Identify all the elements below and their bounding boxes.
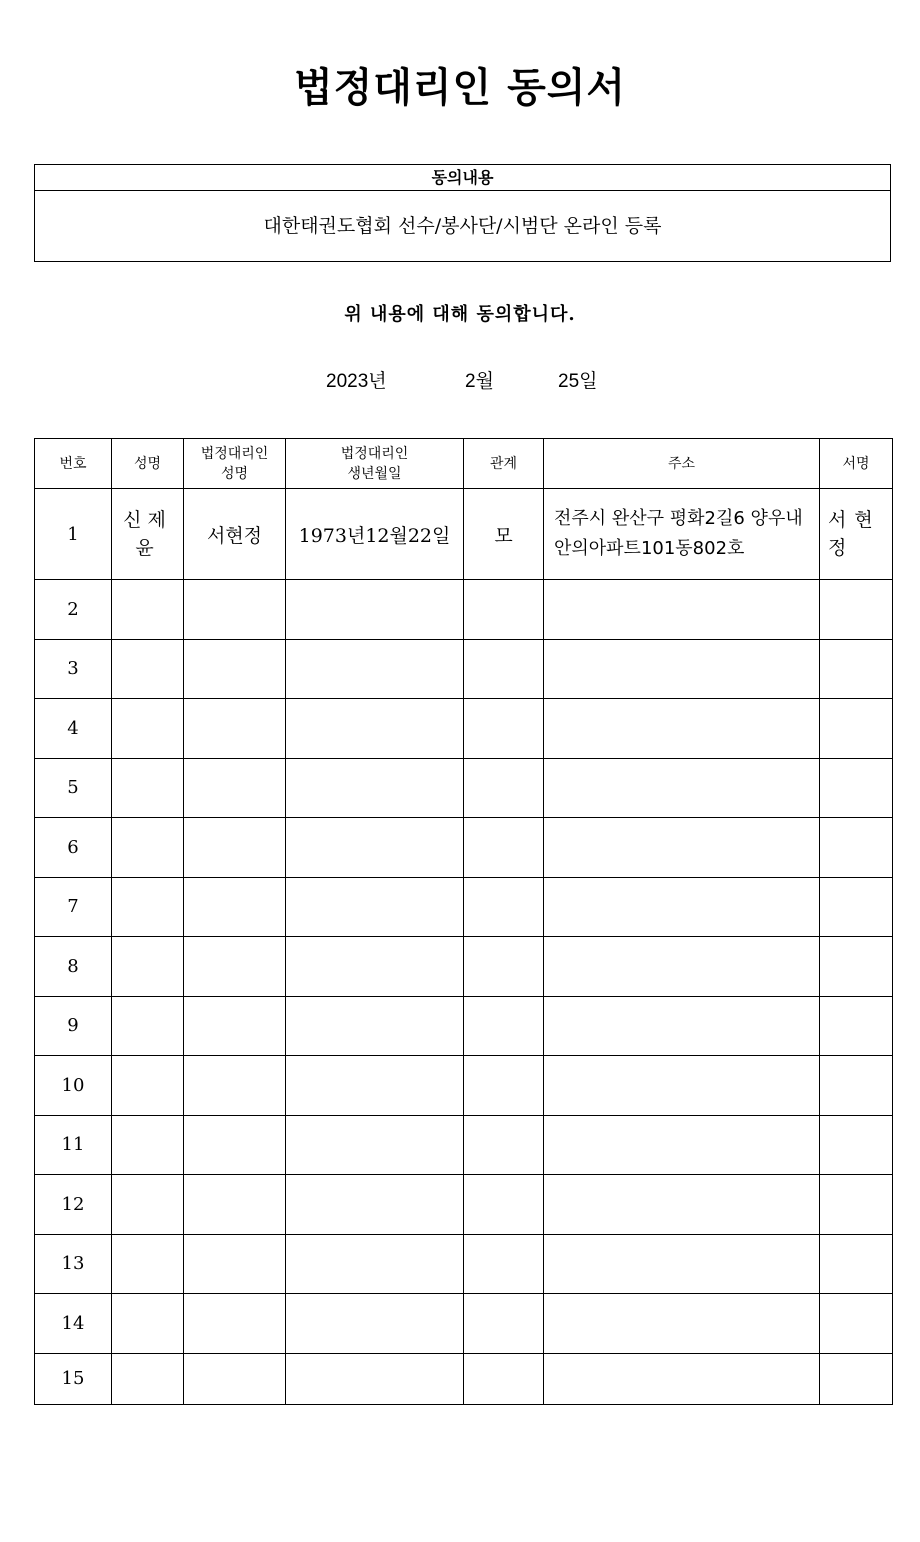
registration-table — [34, 438, 893, 1405]
cell-signature — [820, 937, 893, 997]
cell-name — [112, 699, 184, 759]
cell-signature — [820, 877, 893, 937]
cell-number: 12 — [35, 1175, 112, 1235]
cell-number: 11 — [35, 1115, 112, 1175]
document-title: 법정대리인 동의서 — [293, 65, 627, 111]
table-row — [35, 1353, 893, 1404]
cell-guardian-birth — [286, 699, 464, 759]
cell-number: 8 — [35, 937, 112, 997]
cell-relation: 모 — [464, 489, 544, 580]
cell-guardian-birth — [286, 1353, 464, 1404]
cell-guardian-birth — [286, 580, 464, 640]
cell-relation — [464, 699, 544, 759]
table-row — [35, 1056, 893, 1116]
cell-relation — [464, 1353, 544, 1404]
cell-name — [112, 1234, 184, 1294]
cell-address: 전주시 완산구 평화2길6 양우내안의아파트101동802호 — [544, 489, 820, 580]
cell-guardian-name — [184, 1115, 286, 1175]
cell-number: 5 — [35, 758, 112, 818]
cell-address — [544, 1294, 820, 1354]
cell-address — [544, 1056, 820, 1116]
cell-relation — [464, 877, 544, 937]
cell-name: 신제윤 — [112, 489, 184, 580]
cell-signature — [820, 639, 893, 699]
cell-number: 15 — [35, 1353, 112, 1404]
table-row — [35, 489, 893, 580]
cell-name — [112, 1294, 184, 1354]
table-row — [35, 1294, 893, 1354]
cell-signature — [820, 1353, 893, 1404]
cell-guardian-name — [184, 937, 286, 997]
cell-guardian-birth — [286, 996, 464, 1056]
header-name: 성명 — [112, 439, 184, 489]
consent-content-box — [34, 164, 891, 262]
cell-signature — [820, 699, 893, 759]
cell-guardian-name — [184, 818, 286, 878]
cell-name — [112, 1115, 184, 1175]
cell-guardian-birth — [286, 1056, 464, 1116]
cell-guardian-name — [184, 877, 286, 937]
cell-signature — [820, 580, 893, 640]
cell-guardian-birth: 1973년12월22일 — [286, 489, 464, 580]
consent-content: 대한태권도협회 선수/봉사단/시범단 온라인 등록 — [263, 215, 662, 237]
table-row — [35, 580, 893, 640]
cell-number: 9 — [35, 996, 112, 1056]
table-row — [35, 937, 893, 997]
header-guardian-birth-line2: 생년월일 — [347, 465, 402, 482]
table-row — [35, 877, 893, 937]
cell-guardian-name — [184, 639, 286, 699]
cell-signature — [820, 758, 893, 818]
cell-signature — [820, 1175, 893, 1235]
cell-guardian-birth — [286, 877, 464, 937]
table-row — [35, 699, 893, 759]
cell-guardian-name — [184, 699, 286, 759]
cell-name — [112, 758, 184, 818]
cell-relation — [464, 937, 544, 997]
cell-relation — [464, 996, 544, 1056]
cell-guardian-birth — [286, 639, 464, 699]
table-row — [35, 758, 893, 818]
cell-address — [544, 996, 820, 1056]
cell-relation — [464, 1294, 544, 1354]
header-guardian-name-line2: 성명 — [220, 465, 249, 482]
header-guardian-name-line1: 법정대리인 — [200, 445, 269, 462]
cell-address — [544, 1175, 820, 1235]
header-relation: 관계 — [464, 439, 544, 489]
cell-address — [544, 877, 820, 937]
cell-name — [112, 580, 184, 640]
table-row — [35, 1234, 893, 1294]
date-month: 2월 — [465, 371, 494, 392]
cell-address — [544, 1353, 820, 1404]
cell-relation — [464, 1175, 544, 1235]
cell-guardian-name — [184, 1175, 286, 1235]
header-guardian-birth-line1: 법정대리인 — [340, 445, 409, 462]
cell-name — [112, 1353, 184, 1404]
table-row — [35, 996, 893, 1056]
table-row — [35, 818, 893, 878]
date-year: 2023년 — [326, 371, 387, 392]
cell-name — [112, 877, 184, 937]
table-row — [35, 1115, 893, 1175]
cell-address — [544, 1234, 820, 1294]
table-row — [35, 639, 893, 699]
cell-relation — [464, 639, 544, 699]
cell-guardian-birth — [286, 818, 464, 878]
cell-address — [544, 699, 820, 759]
cell-signature — [820, 1234, 893, 1294]
cell-name — [112, 639, 184, 699]
cell-name — [112, 1056, 184, 1116]
cell-address — [544, 937, 820, 997]
date-day: 25일 — [558, 371, 598, 392]
cell-signature — [820, 1115, 893, 1175]
cell-number: 6 — [35, 818, 112, 878]
cell-number: 3 — [35, 639, 112, 699]
cell-signature — [820, 1294, 893, 1354]
cell-guardian-name — [184, 1294, 286, 1354]
table-header-row — [35, 439, 893, 489]
cell-guardian-birth — [286, 1234, 464, 1294]
cell-guardian-name — [184, 1056, 286, 1116]
cell-guardian-name: 서현정 — [184, 489, 286, 580]
cell-guardian-name — [184, 1353, 286, 1404]
cell-number: 7 — [35, 877, 112, 937]
cell-address — [544, 758, 820, 818]
cell-signature — [820, 818, 893, 878]
agree-statement: 위 내용에 대해 동의합니다. — [344, 304, 576, 325]
cell-number: 4 — [35, 699, 112, 759]
cell-guardian-birth — [286, 1115, 464, 1175]
cell-number: 10 — [35, 1056, 112, 1116]
header-guardian-birth — [286, 439, 464, 489]
cell-guardian-name — [184, 996, 286, 1056]
cell-signature — [820, 1056, 893, 1116]
cell-relation — [464, 1056, 544, 1116]
cell-name — [112, 818, 184, 878]
cell-signature: 서현정 — [820, 489, 893, 580]
table-row — [35, 1175, 893, 1235]
cell-guardian-name — [184, 758, 286, 818]
cell-relation — [464, 758, 544, 818]
cell-number: 13 — [35, 1234, 112, 1294]
cell-guardian-birth — [286, 758, 464, 818]
cell-address — [544, 818, 820, 878]
cell-relation — [464, 1234, 544, 1294]
header-address: 주소 — [544, 439, 820, 489]
consent-header: 동의내용 — [35, 165, 890, 191]
cell-number: 14 — [35, 1294, 112, 1354]
cell-relation — [464, 1115, 544, 1175]
cell-guardian-name — [184, 580, 286, 640]
cell-relation — [464, 818, 544, 878]
cell-number: 1 — [35, 489, 112, 580]
cell-address — [544, 580, 820, 640]
cell-guardian-birth — [286, 1175, 464, 1235]
cell-guardian-birth — [286, 937, 464, 997]
cell-name — [112, 996, 184, 1056]
cell-address — [544, 639, 820, 699]
cell-guardian-name — [184, 1234, 286, 1294]
header-signature: 서명 — [820, 439, 893, 489]
cell-name — [112, 937, 184, 997]
cell-address — [544, 1115, 820, 1175]
cell-name — [112, 1175, 184, 1235]
header-number: 번호 — [35, 439, 112, 489]
cell-relation — [464, 580, 544, 640]
cell-guardian-birth — [286, 1294, 464, 1354]
cell-signature — [820, 996, 893, 1056]
cell-number: 2 — [35, 580, 112, 640]
header-guardian-name — [184, 439, 286, 489]
